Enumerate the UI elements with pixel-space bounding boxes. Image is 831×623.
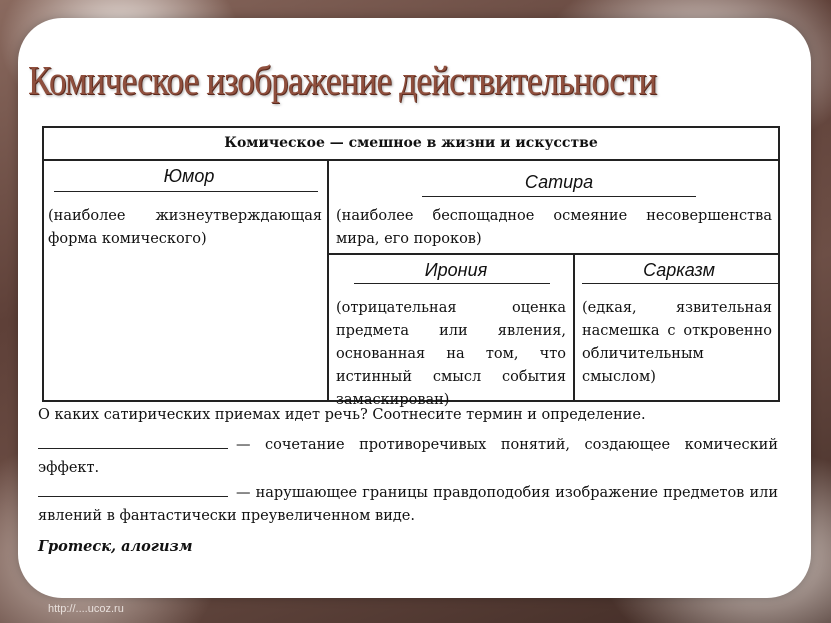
answer-text: Гротеск, алогизм [38,538,193,555]
satire-underline [422,196,696,197]
table-header: Комическое — смешное в жизни и искусстве [44,128,778,161]
source-url: http://....ucoz.ru [48,603,124,615]
humor-underline [54,191,318,192]
task-question: О каких сатирических приемах идет речь? Соотнесите термин и определение. [38,407,646,423]
satire-label: Сатира [524,172,594,192]
slide-title: Комическое изображение действительности [28,57,657,103]
task-item-text: — сочетание противоречивых понятий, создающее комический эффект. [38,437,778,476]
sarcasm-label: Сарказм [643,260,715,280]
task-item [38,482,778,528]
irony-underline [354,283,550,284]
answer-blank[interactable] [38,434,228,449]
divider-vertical-right [573,255,575,400]
satire-text: (наиболее беспощадное осмеяние несовершенства мира, его пороков) [336,208,772,247]
divider-horizontal-right [329,253,778,255]
task-item [38,434,778,480]
irony-text: (отрицательная оценка предмета или явления, основанная на том, что истинный смысл события замаскирован) [336,300,566,408]
divider-vertical-main [327,161,329,400]
sarcasm-underline [582,283,778,284]
irony-label: Ирония [424,260,488,280]
document-scan [28,118,784,570]
comic-table [42,126,780,408]
humor-text: (наиболее жизнеутверждающая форма комического) [48,208,322,247]
sarcasm-text: (едкая, язвительная насмешка с откровенно обличительным смыслом) [582,300,772,385]
answer-blank[interactable] [38,482,228,497]
humor-label: Юмор [163,166,215,186]
task-item-text: — нарушающее границы правдоподобия изображение предметов или явлений в фантастически преувеличенном виде. [38,485,778,524]
